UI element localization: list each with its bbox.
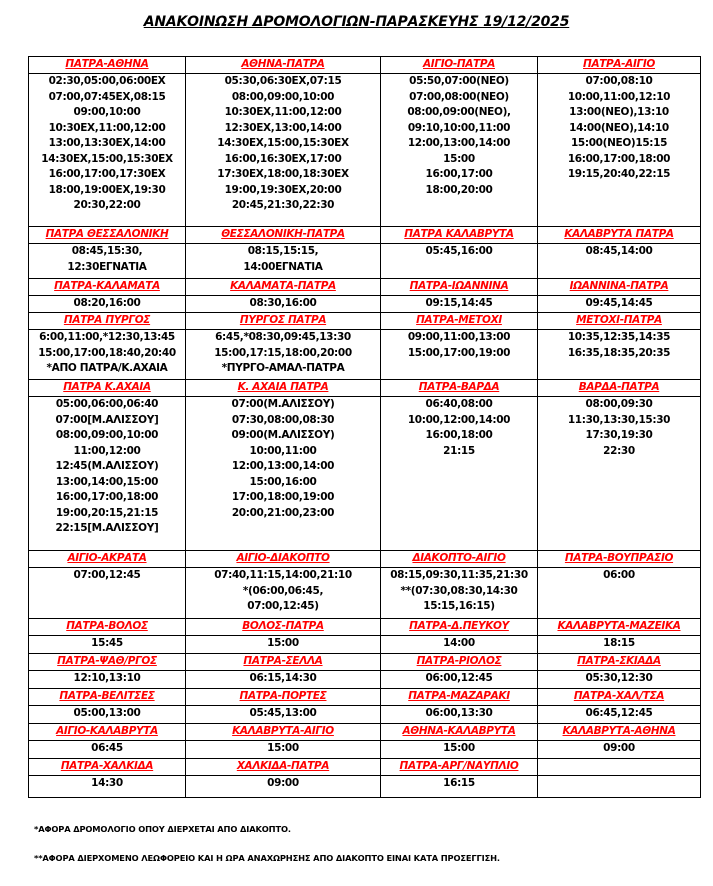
route-times-row (29, 741, 701, 759)
route-name: ΔΙΑΚΟΠΤΟ-ΑΙΓΙΟ (381, 551, 538, 568)
route-times-row (29, 296, 701, 313)
route-times (381, 741, 538, 759)
departure-times-line: 06:45 (91, 742, 123, 754)
departure-times-line: 08:45,14:00 (585, 245, 653, 257)
departure-times-line: 05:45,13:00 (249, 707, 317, 719)
departure-times-line: 18:15 (603, 637, 635, 649)
departure-times-line: 18:00,19:00ΕΧ,19:30 (48, 183, 166, 196)
route-times-row (29, 706, 701, 724)
departure-times-line: 10:35,12:35,14:35 (567, 331, 671, 343)
departure-times-line: 09:00(Μ.ΑΛΙΣΣΟΥ) (231, 429, 335, 441)
route-name: ΙΩΑΝΝΙΝΑ-ΠΑΤΡΑ (538, 279, 701, 296)
route-header-row (29, 380, 701, 397)
departure-times-line: 17:00,18:00,19:00 (231, 491, 335, 503)
route-times (381, 244, 538, 279)
departure-times-line: 10:00,11:00,12:10 (567, 90, 671, 103)
route-name: ΠΑΤΡΑ-ΣΕΛΛΑ (186, 654, 381, 671)
departure-times-line: 6:00,11:00,*12:30,13:45 (39, 331, 175, 343)
departure-times-line: 20:00,21:00,23:00 (231, 506, 335, 519)
departure-times-line: 05:30,12:30 (585, 672, 653, 684)
route-times (29, 568, 186, 619)
departure-times-line: 16:00,17:00,18:00 (55, 491, 159, 503)
route-name: ΠΑΤΡΑ-ΑΙΓΙΟ (538, 57, 701, 74)
footnote-2: **ΑΦΟΡΑ ΔΙΕΡΧΟΜΕΝΟ ΛΕΩΦΟΡΕΙΟ ΚΑΙ Η ΩΡΑ ΑΝΑΧΩΡΗΣΗΣ ΑΠΟ ΔΙΑΚΟΠΤΟ ΕΙΝΑΙ ΚΑΤΑ ΠΡΟΣΕΓΓΙΣΗ. (34, 853, 500, 863)
departure-times-line: 16:00,17:00,18:00 (567, 152, 671, 165)
route-name: ΠΑΤΡΑ-ΒΕΛΙΤΣΕΣ (29, 689, 186, 706)
departure-times-line: *ΑΠΟ ΠΑΤΡΑ/Κ.ΑΧΑΙΑ (46, 362, 168, 374)
departure-times-line: 22:15[Μ.ΑΛΙΣΣΟΥ] (55, 522, 159, 534)
route-times (381, 568, 538, 619)
route-name: ΠΑΤΡΑ ΘΕΣΣΑΛΟΝΙΚΗ (29, 227, 186, 244)
route-name: ΑΙΓΙΟ-ΚΑΛΑΒΡΥΤΑ (29, 724, 186, 741)
departure-times-line: 11:30,13:30,15:30 (567, 413, 671, 426)
route-times (186, 330, 381, 380)
departure-times-line: 15:00 (267, 637, 299, 649)
departure-times-line: 05:45,16:00 (425, 245, 493, 257)
departure-times-line: 12:30ΕΓΝΑΤΙΑ (67, 260, 147, 273)
departure-times-line: *(06:00,06:45, (242, 584, 324, 597)
departure-times-line: 12:45(Μ.ΑΛΙΣΣΟΥ) (55, 460, 159, 472)
departure-times-line: 6:45,*08:30,09:45,13:30 (215, 331, 351, 343)
departure-times-line: *ΠΥΡΓΟ-ΑΜΑΛ-ΠΑΤΡΑ (221, 362, 345, 374)
departure-times-line: 15:00 (267, 742, 299, 754)
route-times (186, 741, 381, 759)
departure-times-line: 08:00,09:00,10:00 (231, 90, 335, 103)
route-name: ΠΑΤΡΑ-ΨΑΘ/ΡΓΟΣ (29, 654, 186, 671)
route-name: ΑΘΗΝΑ-ΠΑΤΡΑ (186, 57, 381, 74)
departure-times-line: 12:10,13:10 (73, 672, 141, 684)
departure-times-line: 07:00(Μ.ΑΛΙΣΣΟΥ) (231, 398, 335, 410)
route-header-row (29, 551, 701, 568)
departure-times-line: 08:00,09:00(ΝΕΟ), (407, 106, 511, 118)
route-name: ΚΑΛΑΜΑΤΑ-ΠΑΤΡΑ (186, 279, 381, 296)
departure-times-line: 10:00,11:00 (249, 444, 317, 457)
departure-times-line: 06:40,08:00 (425, 398, 493, 410)
route-header-row (29, 619, 701, 636)
route-times (29, 296, 186, 313)
departure-times-line: 14:30ΕΧ,15:00,15:30ΕΧ (41, 152, 173, 165)
route-times (186, 706, 381, 724)
departure-times-line: 20:45,21:30,22:30 (231, 199, 335, 211)
route-header-row (29, 313, 701, 330)
departure-times-line: 09:45,14:45 (585, 297, 653, 309)
route-name: ΑΙΓΙΟ-ΑΚΡΑΤΑ (29, 551, 186, 568)
route-name: ΠΑΤΡΑ-ΚΑΛΑΜΑΤΑ (29, 279, 186, 296)
route-times (29, 741, 186, 759)
schedule-body (29, 57, 701, 798)
route-name: ΠΑΤΡΑ-ΒΟΥΠΡΑΣΙΟ (538, 551, 701, 568)
route-times (29, 397, 186, 551)
departure-times-line: 09:00,10:00 (73, 106, 141, 118)
departure-times-line: 20:30,22:00 (73, 199, 141, 211)
departure-times-line: 02:30,05:00,06:00ΕΧ (48, 75, 166, 87)
route-times (538, 397, 701, 551)
route-times (538, 568, 701, 619)
route-times-row (29, 636, 701, 654)
route-times-row (29, 74, 701, 227)
route-header-row (29, 57, 701, 74)
departure-times-line: 15:45 (91, 637, 123, 649)
route-times-row (29, 397, 701, 551)
footnote-1: *ΑΦΟΡΑ ΔΡΟΜΟΛΟΓΙΟ ΟΠΟΥ ΔΙΕΡΧΕΤΑΙ ΑΠΟ ΔΙΑΚΟΠΤΟ. (34, 824, 291, 834)
departure-times-line: 18:00,20:00 (425, 183, 493, 196)
departure-times-line: 17:30,19:30 (585, 429, 653, 441)
route-name: ΚΑΛΑΒΡΥΤΑ-ΑΙΓΙΟ (186, 724, 381, 741)
departure-times-line: 17:30ΕΧ,18:00,18:30ΕΧ (217, 168, 349, 180)
departure-times-line: 09:00 (603, 742, 635, 754)
route-name: ΒΟΛΟΣ-ΠΑΤΡΑ (186, 619, 381, 636)
departure-times-line: 10:30ΕΧ,11:00,12:00 (224, 106, 342, 118)
title-text: ΑΝΑΚΟΙΝΩΣΗ ΔΡΟΜΟΛΟΓΙΩΝ-ΠΑΡΑΣΚΕΥΗΣ 19/12/2025 (143, 14, 570, 30)
departure-times-line: **(07:30,08:30,14:30 (400, 584, 518, 597)
route-name: ΠΑΤΡΑ-ΑΡΓ/ΝΑΥΠΛΙΟ (381, 759, 538, 776)
departure-times-line: 09:00 (267, 777, 299, 789)
route-times (381, 636, 538, 654)
route-name: ΑΙΓΙΟ-ΠΑΤΡΑ (381, 57, 538, 74)
departure-times-line: 05:00,06:00,06:40 (55, 398, 159, 410)
route-header-row (29, 279, 701, 296)
departure-times-line: 16:00,18:00 (425, 429, 493, 441)
route-times (538, 776, 701, 798)
departure-times-line: 12:30ΕΧ,13:00,14:00 (224, 121, 342, 134)
route-times (381, 397, 538, 551)
departure-times-line: 12:00,13:00,14:00 (231, 460, 335, 472)
departure-times-line: 15:15,16:15) (423, 600, 495, 612)
route-name: ΠΑΤΡΑ-ΠΟΡΤΕΣ (186, 689, 381, 706)
route-times (186, 397, 381, 551)
route-times-row (29, 776, 701, 798)
route-times (186, 74, 381, 227)
departure-times-line: 16:00,17:00 (425, 168, 493, 180)
departure-times-line: 07:00,12:45) (247, 600, 319, 612)
departure-times-line: 16:00,17:00,17:30ΕΧ (48, 168, 166, 180)
departure-times-line: 15:00,17:00,19:00 (407, 346, 511, 359)
departure-times-line: 16:00,16:30ΕΧ,17:00 (224, 152, 342, 165)
route-name (538, 759, 701, 776)
route-header-row (29, 227, 701, 244)
departure-times-line: 13:00,14:00,15:00 (55, 475, 159, 488)
route-name: ΠΑΤΡΑ-ΜΑΖΑΡΑΚΙ (381, 689, 538, 706)
departure-times-line: 08:15,09:30,11:35,21:30 (390, 569, 528, 581)
departure-times-line: 05:50,07:00(ΝΕΟ) (409, 75, 509, 87)
route-name: Κ. ΑΧΑΙΑ ΠΑΤΡΑ (186, 380, 381, 397)
departure-times-line: 14:30ΕΧ,15:00,15:30ΕΧ (217, 137, 349, 149)
departure-times-line: 14:00ΕΓΝΑΤΙΑ (243, 260, 323, 273)
route-name: ΠΑΤΡΑ-ΙΩΑΝΝΙΝΑ (381, 279, 538, 296)
route-name: ΠΑΤΡΑ-ΧΑΛΚΙΔΑ (29, 759, 186, 776)
departure-times-line: 07:00,12:45 (73, 569, 141, 581)
route-name: ΠΑΤΡΑ ΚΑΛΑΒΡΥΤΑ (381, 227, 538, 244)
departure-times-line: 13:00(ΝΕΟ),13:10 (569, 106, 669, 118)
route-times (381, 776, 538, 798)
departure-times-line: 14:30 (91, 777, 123, 789)
departure-times-line: 07:30,08:00,08:30 (231, 413, 335, 426)
route-times (381, 671, 538, 689)
departure-times-line: 07:00,08:10 (585, 75, 653, 87)
route-name: ΠΑΤΡΑ-ΒΟΛΟΣ (29, 619, 186, 636)
route-times-row (29, 568, 701, 619)
route-name: ΠΑΤΡΑ-Δ.ΠΕΥΚΟΥ (381, 619, 538, 636)
route-times (538, 244, 701, 279)
departure-times-line: 08:00,09:00,10:00 (55, 429, 159, 441)
route-name: ΚΑΛΑΒΡΥΤΑ-ΜΑΖΕΙΚΑ (538, 619, 701, 636)
departure-times-line: 05:30,06:30ΕΧ,07:15 (224, 75, 342, 87)
departure-times-line: 19:00,19:30ΕΧ,20:00 (224, 183, 342, 196)
departure-times-line: 06:45,12:45 (585, 707, 653, 719)
route-name: ΠΑΤΡΑ-ΡΙΟΛΟΣ (381, 654, 538, 671)
route-times (538, 296, 701, 313)
route-times-row (29, 671, 701, 689)
route-times (381, 296, 538, 313)
route-name: ΠΥΡΓΟΣ ΠΑΤΡΑ (186, 313, 381, 330)
route-times (29, 776, 186, 798)
departure-times-line: 08:15,15:15, (247, 245, 319, 257)
departure-times-line: 15:00 (443, 152, 475, 165)
route-times (186, 776, 381, 798)
route-name: ΠΑΤΡΑ-ΧΑΛ/ΤΣΑ (538, 689, 701, 706)
departure-times-line: 05:00,13:00 (73, 707, 141, 719)
route-name: ΚΑΛΑΒΡΥΤΑ ΠΑΤΡΑ (538, 227, 701, 244)
route-times-row (29, 244, 701, 279)
departure-times-line: 16:35,18:35,20:35 (567, 346, 671, 359)
route-header-row (29, 689, 701, 706)
route-times (538, 330, 701, 380)
route-times (538, 636, 701, 654)
route-name: ΘΕΣΣΑΛΟΝΙΚΗ-ΠΑΤΡΑ (186, 227, 381, 244)
page-title (0, 14, 713, 30)
route-name: ΠΑΤΡΑ-ΑΘΗΝΑ (29, 57, 186, 74)
departure-times-line: 15:00,16:00 (249, 475, 317, 488)
departure-times-line: 06:00,13:30 (425, 707, 493, 719)
route-times (29, 330, 186, 380)
route-times (29, 244, 186, 279)
route-times (538, 706, 701, 724)
route-name: ΠΑΤΡΑ Κ.ΑΧΑΙΑ (29, 380, 186, 397)
route-name: ΠΑΤΡΑ-ΣΚΙΑΔΑ (538, 654, 701, 671)
departure-times-line: 10:00,12:00,14:00 (407, 413, 511, 426)
route-name: ΠΑΤΡΑ ΠΥΡΓΟΣ (29, 313, 186, 330)
departure-times-line: 07:00,07:45ΕΧ,08:15 (48, 90, 166, 103)
route-name: ΠΑΤΡΑ-ΜΕΤΟΧΙ (381, 313, 538, 330)
route-name: ΜΕΤΟΧΙ-ΠΑΤΡΑ (538, 313, 701, 330)
departure-times-line: 08:20,16:00 (73, 297, 141, 309)
route-times (381, 330, 538, 380)
route-name: ΚΑΛΑΒΡΥΤΑ-ΑΘΗΝΑ (538, 724, 701, 741)
departure-times-line: 08:00,09:30 (585, 398, 653, 410)
route-header-row (29, 724, 701, 741)
departure-times-line: 15:00,17:15,18:00,20:00 (214, 346, 352, 359)
route-times (186, 296, 381, 313)
departure-times-line: 10:30ΕΧ,11:00,12:00 (48, 121, 166, 134)
route-times (186, 671, 381, 689)
departure-times-line: 09:10,10:00,11:00 (407, 121, 511, 134)
departure-times-line: 14:00(ΝΕΟ),14:10 (569, 121, 669, 134)
departure-times-line: 09:15,14:45 (425, 297, 493, 309)
departure-times-line: 15:00,17:00,18:40,20:40 (38, 346, 176, 359)
route-times (538, 74, 701, 227)
departure-times-line: 06:15,14:30 (249, 672, 317, 684)
route-times (29, 671, 186, 689)
departure-times-line: 15:00(ΝΕΟ)15:15 (570, 137, 668, 149)
route-times (381, 74, 538, 227)
departure-times-line: 06:00 (603, 569, 635, 581)
departure-times-line: 19:00,20:15,21:15 (55, 506, 159, 519)
route-times (29, 74, 186, 227)
route-times (186, 568, 381, 619)
departure-times-line: 07:00,08:00(ΝΕΟ) (409, 90, 509, 103)
route-times (538, 741, 701, 759)
departure-times-line: 06:00,12:45 (425, 672, 493, 684)
route-header-row (29, 654, 701, 671)
departure-times-line: 07:40,11:15,14:00,21:10 (214, 569, 352, 581)
route-header-row (29, 759, 701, 776)
route-name: ΑΘΗΝΑ-ΚΑΛΑΒΡΥΤΑ (381, 724, 538, 741)
departure-times-line: 15:00 (443, 742, 475, 754)
route-times-row (29, 330, 701, 380)
departure-times-line: 08:30,16:00 (249, 297, 317, 309)
route-times (381, 706, 538, 724)
route-name: ΑΙΓΙΟ-ΔΙΑΚΟΠΤΟ (186, 551, 381, 568)
route-times (29, 706, 186, 724)
route-name: ΒΑΡΔΑ-ΠΑΤΡΑ (538, 380, 701, 397)
route-times (186, 636, 381, 654)
departure-times-line: 12:00,13:00,14:00 (407, 137, 511, 149)
route-name: ΧΑΛΚΙΔΑ-ΠΑΤΡΑ (186, 759, 381, 776)
route-name: ΠΑΤΡΑ-ΒΑΡΔΑ (381, 380, 538, 397)
schedule-table (28, 56, 701, 798)
departure-times-line: 21:15 (443, 444, 475, 457)
route-times (186, 244, 381, 279)
departure-times-line: 07:00[Μ.ΑΛΙΣΣΟΥ] (55, 413, 159, 426)
departure-times-line: 16:15 (443, 777, 475, 789)
route-times (538, 671, 701, 689)
departure-times-line: 22:30 (603, 444, 635, 457)
route-times (29, 636, 186, 654)
departure-times-line: 14:00 (443, 637, 475, 649)
departure-times-line: 19:15,20:40,22:15 (567, 168, 671, 180)
departure-times-line: 08:45,15:30, (71, 245, 143, 257)
departure-times-line: 09:00,11:00,13:00 (407, 331, 511, 343)
departure-times-line: 11:00,12:00 (73, 444, 141, 457)
departure-times-line: 13:00,13:30ΕΧ,14:00 (48, 137, 166, 149)
